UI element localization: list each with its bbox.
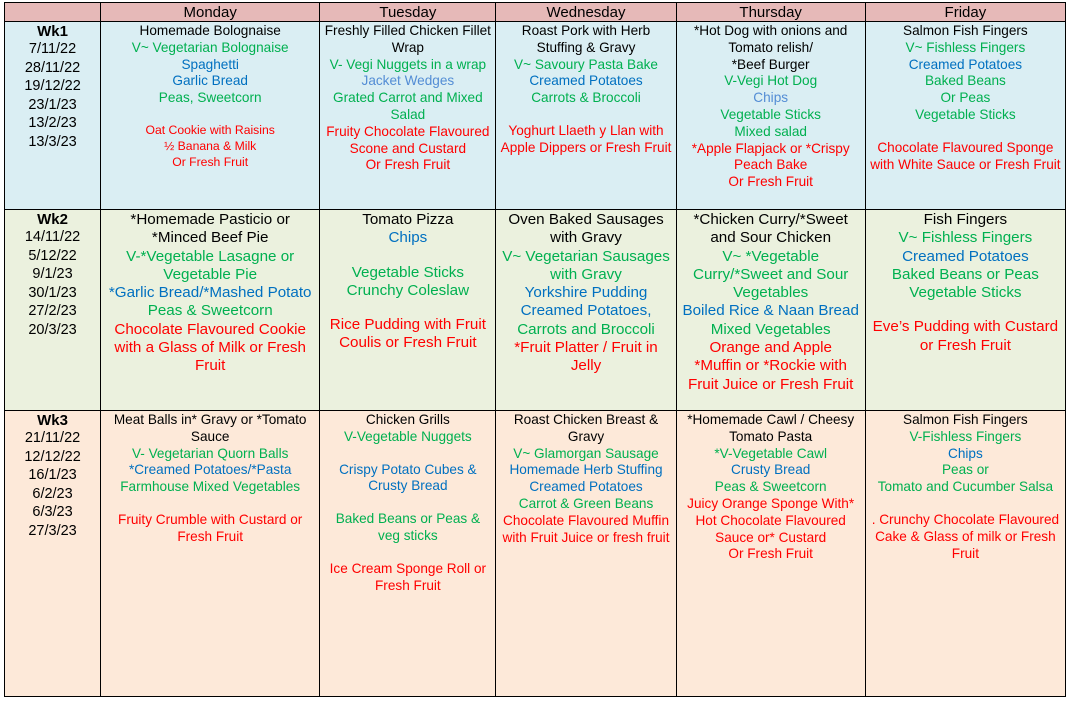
spacer — [323, 495, 492, 511]
menu-cell-friday — [865, 411, 1065, 697]
week-date: 19/12/22 — [24, 78, 81, 94]
week-row-1 — [5, 22, 1066, 210]
spacer — [869, 302, 1062, 318]
menu-item: *Apple Flapjack or *Crispy Peach Bake — [691, 140, 850, 173]
menu-item: Salmon Fish Fingers — [903, 412, 1028, 427]
menu-item: Baked Beans — [924, 73, 1006, 89]
week-date: 27/2/23 — [28, 303, 77, 319]
menu-item: Oven Baked Sausages with Gravy — [508, 211, 664, 247]
week-date: 7/11/22 — [28, 41, 77, 57]
menu-cell-tuesday — [320, 411, 496, 697]
menu-item: Peas & Sweetcorn — [714, 479, 827, 495]
menu-item: Spaghetti — [181, 56, 239, 72]
header-row — [5, 3, 1066, 22]
menu-item: V-Fishless Fingers — [909, 428, 1022, 444]
menu-item: Mixed Vegetables — [710, 320, 831, 338]
menu-item: Salmon Fish Fingers — [903, 23, 1028, 38]
spacer — [869, 124, 1062, 140]
menu-cell-tuesday — [320, 22, 496, 210]
menu-cell-friday — [865, 210, 1065, 411]
menu-item: Chips — [948, 445, 983, 461]
menu-item: Creamed Potatoes — [529, 479, 643, 495]
spacer — [323, 248, 492, 264]
week-row-2 — [5, 210, 1066, 411]
week-cell-3 — [5, 411, 101, 697]
week-label: Wk3 — [37, 412, 68, 429]
menu-item: Vegetable Sticks — [720, 106, 821, 122]
spacer — [104, 496, 316, 512]
spacer — [323, 446, 492, 462]
week-date: 16/1/23 — [28, 467, 77, 483]
menu-item: Farmhouse Mixed Vegetables — [120, 479, 301, 495]
menu-item: *Hot Dog with onions and Tomato relish/ — [693, 23, 848, 55]
menu-item: V~ *Vegetable Curry/*Sweet and Sour Vegetables — [693, 247, 849, 302]
week-row-3 — [5, 411, 1066, 697]
menu-item: Yoghurt Llaeth y Llan with Apple Dippers or Fresh Fruit — [500, 122, 672, 155]
header-friday: Friday — [865, 3, 1065, 22]
menu-item: Tomato and Cucumber Salsa — [877, 479, 1054, 495]
menu-item: Or Fresh Fruit — [728, 174, 813, 190]
menu-item: Baked Beans or Peas — [891, 265, 1039, 283]
menu-item: Roast Chicken Breast & Gravy — [513, 412, 659, 444]
menu-item: *Homemade Cawl / Cheesy Tomato Pasta — [687, 412, 855, 444]
menu-item: Chips — [753, 90, 789, 106]
menu-item: Creamed Potatoes, — [520, 302, 652, 320]
menu-item: Vegetable Sticks — [915, 106, 1016, 122]
week-date: 5/12/22 — [28, 247, 77, 264]
week-date: 13/2/23 — [28, 115, 77, 131]
menu-cell-thursday — [676, 411, 865, 697]
menu-item: *Fruit Platter / Fruit in Jelly — [514, 339, 658, 375]
week-date: 9/1/23 — [32, 266, 73, 282]
week-date: 13/3/23 — [28, 133, 77, 150]
week-label: Wk2 — [37, 211, 68, 228]
menu-cell-thursday — [676, 22, 865, 210]
menu-item: Fruity Crumble with Custard or Fresh Fruit — [118, 511, 303, 544]
menu-item: Mixed salad — [734, 123, 807, 139]
menu-item: Juicy Orange Sponge With* Hot Chocolate Flavoured Sauce or* Custard — [687, 495, 855, 545]
menu-item: Peas or — [941, 462, 989, 478]
menu-item: Or Peas — [940, 90, 991, 106]
menu-item: Crusty Bread — [731, 462, 811, 478]
menu-item: *Creamed Potatoes/*Pasta — [128, 462, 292, 478]
menu-cell-friday — [865, 22, 1065, 210]
menu-table — [4, 2, 1066, 697]
menu-item: Or Fresh Fruit — [172, 154, 249, 169]
menu-item: Baked Beans or Peas & veg sticks — [335, 511, 481, 543]
spacer — [323, 300, 492, 316]
menu-item: Crispy Potato Cubes & Crusty Bread — [339, 461, 477, 494]
menu-item: V-Vegetable Nuggets — [343, 428, 472, 444]
week-date: 14/11/22 — [24, 229, 81, 245]
menu-item: Carrots & Broccoli — [531, 90, 641, 106]
header-corner-cell — [5, 3, 101, 22]
menu-item: Rice Pudding with Fruit Coulis or Fresh Fruit — [329, 316, 486, 352]
menu-item: Homemade Bolognaise — [139, 23, 281, 38]
menu-item: ½ Banana & Milk — [164, 138, 257, 153]
menu-item: Carrot & Green Beans — [518, 495, 654, 511]
week-date: 6/3/23 — [32, 504, 73, 520]
menu-item: *V-Vegetable Cawl — [714, 445, 827, 461]
menu-item: Creamed Potatoes — [529, 73, 643, 89]
week-date: 23/1/23 — [28, 96, 77, 113]
menu-item: Chocolate Flavoured Cookie with a Glass of Milk or Fresh Fruit — [114, 320, 306, 375]
menu-item: V- Vegetarian Quorn Balls — [131, 445, 289, 461]
week-date: 28/11/22 — [24, 59, 81, 76]
menu-item: *Muffin or *Rockie with Fruit Juice or Fresh Fruit — [687, 357, 854, 393]
menu-item: Creamed Potatoes — [908, 56, 1023, 72]
menu-item: Orange and Apple — [709, 339, 832, 357]
menu-item: Creamed Potatoes — [902, 247, 1029, 265]
week-date: 12/12/22 — [24, 448, 81, 465]
menu-cell-wednesday — [496, 210, 676, 411]
menu-item: V~ Vegetarian Bolognaise — [131, 39, 289, 55]
menu-item: . Crunchy Chocolate Flavoured Cake & Glass of milk or Fresh Fruit — [871, 511, 1060, 561]
menu-item: Peas & Sweetcorn — [147, 302, 273, 320]
menu-cell-tuesday — [320, 210, 496, 411]
menu-item: Vegetable Sticks — [909, 284, 1022, 302]
menu-item: Peas, Sweetcorn — [158, 90, 262, 106]
week-date: 6/2/23 — [32, 485, 73, 502]
spacer — [104, 107, 316, 123]
spacer — [869, 496, 1062, 512]
menu-item: Eve’s Pudding with Custard or Fresh Fruit — [872, 318, 1059, 354]
menu-item: Fish Fingers — [923, 211, 1008, 228]
menu-item: *Chicken Curry/*Sweet and Sour Chicken — [693, 211, 848, 247]
menu-item: Freshly Filled Chicken Fillet Wrap — [324, 23, 491, 55]
menu-item: V-*Vegetable Lasagne or Vegetable Pie — [126, 247, 295, 283]
week-date: 30/1/23 — [28, 284, 77, 301]
menu-item: V-Vegi Hot Dog — [724, 73, 818, 89]
menu-item: *Beef Burger — [731, 56, 810, 72]
menu-cell-wednesday — [496, 411, 676, 697]
menu-item: Or Fresh Fruit — [728, 546, 813, 562]
spacer — [323, 545, 492, 561]
menu-item: V~ Vegetarian Sausages with Gravy — [502, 247, 670, 283]
menu-cell-thursday — [676, 210, 865, 411]
menu-item: Homemade Herb Stuffing — [509, 462, 663, 478]
week-date: 27/3/23 — [28, 522, 77, 539]
menu-item: Oat Cookie with Raisins — [145, 122, 275, 137]
menu-item: Or Fresh Fruit — [365, 157, 451, 173]
menu-item: Chips — [388, 229, 428, 247]
header-thursday: Thursday — [676, 3, 865, 22]
menu-item: Roast Pork with Herb Stuffing & Gravy — [521, 23, 651, 55]
header-wednesday: Wednesday — [496, 3, 676, 22]
menu-item: Meat Balls in* Gravy or *Tomato Sauce — [113, 412, 307, 444]
menu-cell-monday — [101, 210, 320, 411]
header-monday: Monday — [101, 3, 320, 22]
spacer — [499, 107, 672, 123]
menu-item: *Garlic Bread/*Mashed Potato — [108, 284, 312, 302]
menu-item: V~ Savoury Pasta Bake — [514, 56, 658, 72]
menu-item: V~ Fishless Fingers — [905, 39, 1026, 55]
menu-item: Fruity Chocolate Flavoured Scone and Custard — [326, 123, 490, 156]
menu-item: Jacket Wedges — [361, 73, 455, 89]
menu-cell-wednesday — [496, 22, 676, 210]
menu-item: Carrots and Broccoli — [517, 320, 655, 338]
menu-cell-monday — [101, 22, 320, 210]
menu-item: Crunchy Coleslaw — [346, 281, 470, 299]
menu-cell-monday — [101, 411, 320, 697]
week-label: Wk1 — [37, 23, 68, 40]
menu-item: Chocolate Flavoured Sponge with White Sauce or Fresh Fruit — [870, 139, 1061, 172]
menu-item: *Homemade Pasticio or *Minced Beef Pie — [130, 211, 290, 247]
week-cell-1 — [5, 22, 101, 210]
menu-item: V~ Glamorgan Sausage — [513, 445, 659, 461]
week-date: 21/11/22 — [24, 430, 81, 446]
menu-item: Boiled Rice & Naan Bread — [682, 302, 859, 320]
menu-item: Yorkshire Pudding — [524, 284, 648, 302]
menu-item: Vegetable Sticks — [351, 263, 464, 281]
menu-item: Tomato Pizza — [362, 211, 454, 228]
menu-item: Garlic Bread — [172, 73, 248, 89]
menu-item: Grated Carrot and Mixed Salad — [333, 90, 483, 122]
week-cell-2 — [5, 210, 101, 411]
week-date: 20/3/23 — [28, 321, 77, 338]
menu-item: V~ Fishless Fingers — [898, 229, 1033, 247]
menu-item: Ice Cream Sponge Roll or Fresh Fruit — [329, 560, 487, 593]
menu-item: V- Vegi Nuggets in a wrap — [329, 56, 487, 72]
menu-item: Chocolate Flavoured Muffin with Fruit Juice or fresh fruit — [502, 512, 670, 545]
header-tuesday: Tuesday — [320, 3, 496, 22]
menu-item: Chicken Grills — [365, 412, 450, 427]
